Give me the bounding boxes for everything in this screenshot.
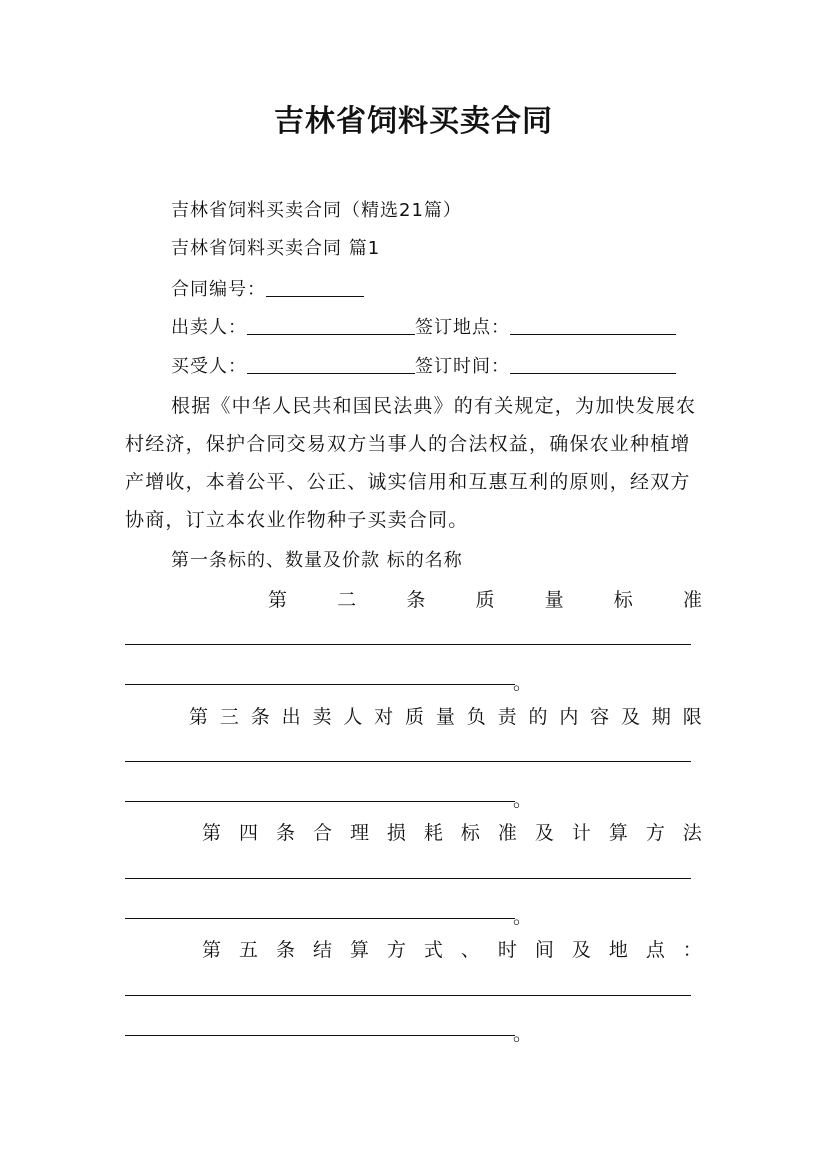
heading-char: 出 [281,706,301,728]
heading-char: 第 [202,939,222,961]
heading-char: 标 [613,589,633,611]
heading-char: 条 [275,822,295,844]
seller-blank [247,314,415,335]
heading-char: 合 [312,822,332,844]
heading-char: 第 [189,706,209,728]
heading-char: 时 [497,939,517,961]
section-heading: 吉林省饲料买卖合同 篇1 [171,238,381,259]
heading-char: 点 [645,939,665,961]
contract-number-row [171,274,364,305]
heading-char: 准 [497,822,517,844]
heading-char: 计 [571,822,591,844]
contract-number-label: 合同编号： [171,279,266,300]
article-4-heading [202,818,702,848]
article-4-blank-line-1 [125,878,691,879]
article-2-blank-line-1 [125,644,691,645]
article-4-blank-line-2 [125,918,515,919]
contract-number-blank [266,276,364,297]
heading-char: 算 [349,939,369,961]
heading-char: 量 [544,589,564,611]
article-3-blank-line-1 [125,761,691,762]
heading-char: 第 [202,822,222,844]
heading-char: 及 [621,706,641,728]
heading-char: 责 [497,706,517,728]
heading-char: 间 [534,939,554,961]
heading-char: 地 [608,939,628,961]
article-5-blank-line-1 [125,995,691,996]
heading-char: 量 [435,706,455,728]
buyer-label: 买受人： [171,356,247,377]
heading-char: 四 [238,822,258,844]
heading-char: 容 [590,706,610,728]
heading-char: 条 [250,706,270,728]
article-3-end-mark: 。 [513,789,533,811]
heading-char: 人 [343,706,363,728]
heading-char: 五 [238,939,258,961]
heading-char: 及 [534,822,554,844]
document-title: 吉林省饲料买卖合同 [274,104,553,139]
sign-place-blank [510,314,676,335]
heading-char: 三 [219,706,239,728]
buyer-row [171,351,676,382]
heading-char: 对 [374,706,394,728]
article-4-end-mark: 。 [513,906,533,928]
heading-char: 及 [571,939,591,961]
heading-char: 方 [386,939,406,961]
heading-char: 条 [406,589,426,611]
heading-char: 条 [275,939,295,961]
article-1: 第一条标的、数量及价款 标的名称 [171,550,463,571]
article-2-heading [268,585,702,615]
article-3-heading [189,702,702,732]
article-2-blank-line-2 [125,684,515,685]
heading-char: 耗 [423,822,443,844]
heading-char: 限 [682,706,702,728]
article-5-heading [202,935,702,965]
heading-char: 准 [682,589,702,611]
heading-char: ： [682,939,702,961]
heading-char: 的 [528,706,548,728]
heading-char: 负 [466,706,486,728]
article-5-end-mark: 。 [513,1023,533,1045]
heading-char: 损 [386,822,406,844]
article-2-end-mark: 。 [513,672,533,694]
seller-label: 出卖人： [171,317,247,338]
heading-char: 质 [405,706,425,728]
heading-char: 法 [682,822,702,844]
sign-time-blank [510,353,676,374]
heading-char: 理 [349,822,369,844]
article-3-blank-line-2 [125,801,515,802]
intro-paragraph [125,387,702,539]
intro-paragraph-text: 根据《中华人民共和国民法典》的有关规定，为加快发展农村经济，保护合同交易双方当事人的合法权益，确保农业种植增产增收，本着公平、公正、诚实信用和互惠互利的原则，经双方协商，订立本农业作物种子买卖合同。 [125,395,697,531]
document-subtitle: 吉林省饲料买卖合同（精选21篇） [171,200,462,221]
heading-char: 标 [460,822,480,844]
article-5-blank-line-2 [125,1035,515,1036]
heading-char: 结 [312,939,332,961]
heading-char: 内 [559,706,579,728]
sign-place-label: 签订地点： [415,317,510,338]
heading-char: 期 [651,706,671,728]
heading-char: 、 [460,939,480,961]
heading-char: 第 [268,589,288,611]
heading-char: 二 [337,589,357,611]
heading-char: 算 [608,822,628,844]
seller-row [171,312,676,343]
heading-char: 方 [645,822,665,844]
sign-time-label: 签订时间： [415,356,510,377]
heading-char: 质 [475,589,495,611]
heading-char: 卖 [312,706,332,728]
heading-char: 式 [423,939,443,961]
buyer-blank [247,353,415,374]
